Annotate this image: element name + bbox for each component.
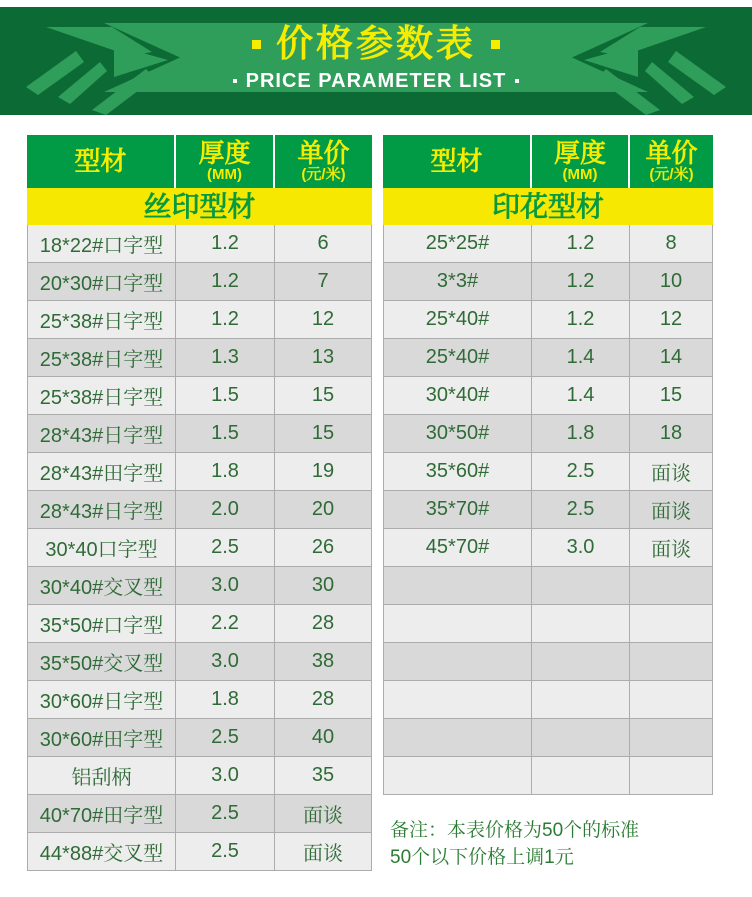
table-cell: 6: [275, 225, 372, 263]
table-cell: 25*25#: [383, 225, 532, 263]
table-row: [27, 681, 372, 719]
table-cell: 25*40#: [383, 339, 532, 377]
table-cell: 20*30#口字型: [27, 263, 176, 301]
table-row: [383, 567, 713, 605]
table-cell: 2.2: [176, 605, 275, 643]
note-line-1: 备注：本表价格为50个的标准: [390, 820, 640, 841]
table-cell: 2.5: [532, 453, 630, 491]
table-row: [383, 339, 713, 377]
page-subtitle: PRICE PARAMETER LIST: [245, 70, 507, 92]
table-cell: 35*60#: [383, 453, 532, 491]
table-row: [27, 605, 372, 643]
table-cell: 28*43#日字型: [27, 415, 176, 453]
page-title: 价格参数表: [276, 23, 476, 64]
table-header-row: [27, 135, 372, 188]
table-cell: 15: [630, 377, 713, 415]
table-cell: 13: [275, 339, 372, 377]
column-header: 单价 (元/米): [630, 135, 713, 188]
footer-note: [390, 817, 639, 871]
table-cell: 面谈: [275, 795, 372, 833]
table-cell: [630, 605, 713, 643]
section-title: 丝印型材: [27, 188, 372, 225]
table-cell: 28*43#田字型: [27, 453, 176, 491]
table-cell: [532, 643, 630, 681]
table-row: [27, 301, 372, 339]
table-row: [27, 757, 372, 795]
subtitle-dot-left-icon: [233, 79, 237, 83]
banner-text: [0, 7, 752, 115]
table-row: [383, 643, 713, 681]
section-title: 印花型材: [383, 188, 713, 225]
table-row: [27, 339, 372, 377]
table-row: [383, 757, 713, 795]
column-header: 厚度 (MM): [532, 135, 630, 188]
table-cell: 35*70#: [383, 491, 532, 529]
table-cell: 3.0: [176, 757, 275, 795]
table-cell: 1.4: [532, 339, 630, 377]
table-cell: 30*50#: [383, 415, 532, 453]
table-cell: 1.2: [176, 225, 275, 263]
table-row: [27, 719, 372, 757]
table-cell: 20: [275, 491, 372, 529]
table-cell: 1.2: [532, 301, 630, 339]
table-cell: 3*3#: [383, 263, 532, 301]
table-cell: 12: [630, 301, 713, 339]
banner-title-row: [0, 24, 752, 64]
table-cell: [630, 719, 713, 757]
table-cell: 25*38#日字型: [27, 301, 176, 339]
table-cell: [532, 605, 630, 643]
table-cell: [383, 681, 532, 719]
table-cell: 1.2: [176, 263, 275, 301]
title-dot-right-icon: [491, 40, 500, 49]
column-header: 型材: [27, 135, 176, 188]
table-row: [383, 377, 713, 415]
table-cell: 25*40#: [383, 301, 532, 339]
table-cell: 3.0: [176, 567, 275, 605]
table-cell: 30*40#: [383, 377, 532, 415]
table-cell: [532, 567, 630, 605]
table-cell: 30*40口字型: [27, 529, 176, 567]
table-row: [383, 263, 713, 301]
table-cell: 1.8: [176, 453, 275, 491]
table-row: [27, 377, 372, 415]
table-cell: 30*40#交叉型: [27, 567, 176, 605]
table-row: [27, 415, 372, 453]
table-cell: [383, 643, 532, 681]
table-cell: 35: [275, 757, 372, 795]
table-cell: 面谈: [630, 491, 713, 529]
table-row: [383, 605, 713, 643]
table-cell: 1.5: [176, 377, 275, 415]
table-cell: 铝刮柄: [27, 757, 176, 795]
table-row: [27, 643, 372, 681]
table-cell: 1.3: [176, 339, 275, 377]
table-cell: 25*38#日字型: [27, 339, 176, 377]
table-cell: 15: [275, 415, 372, 453]
table-cell: [630, 567, 713, 605]
table-cell: 18: [630, 415, 713, 453]
table-row: [383, 453, 713, 491]
table-cell: 30: [275, 567, 372, 605]
price-table-stamped: [383, 135, 709, 795]
table-cell: 1.2: [176, 301, 275, 339]
table-cell: 40: [275, 719, 372, 757]
banner-subtitle-row: [0, 69, 752, 93]
table-cell: 面谈: [630, 453, 713, 491]
table-row: [27, 833, 372, 871]
banner: [0, 7, 752, 115]
table-cell: 28*43#日字型: [27, 491, 176, 529]
table-cell: 1.8: [532, 415, 630, 453]
table-cell: 1.5: [176, 415, 275, 453]
table-cell: 2.5: [176, 795, 275, 833]
table-cell: 26: [275, 529, 372, 567]
table-row: [27, 795, 372, 833]
table-cell: 15: [275, 377, 372, 415]
table-cell: 45*70#: [383, 529, 532, 567]
table-row: [383, 301, 713, 339]
table-row: [383, 225, 713, 263]
table-cell: [532, 757, 630, 795]
table-cell: [383, 719, 532, 757]
table-cell: [532, 681, 630, 719]
table-row: [27, 453, 372, 491]
table-cell: 2.5: [532, 491, 630, 529]
table-cell: 2.5: [176, 529, 275, 567]
table-cell: 40*70#田字型: [27, 795, 176, 833]
table-cell: 12: [275, 301, 372, 339]
table-row: [27, 529, 372, 567]
table-cell: 19: [275, 453, 372, 491]
table-cell: 44*88#交叉型: [27, 833, 176, 871]
table-row: [27, 567, 372, 605]
table-cell: [630, 757, 713, 795]
table-cell: 3.0: [176, 643, 275, 681]
table-cell: 7: [275, 263, 372, 301]
table-row: [383, 529, 713, 567]
price-table-silkscreen: [27, 135, 368, 871]
table-cell: 30*60#田字型: [27, 719, 176, 757]
section-title-row: [27, 188, 372, 225]
section-title-row: [383, 188, 713, 225]
table-row: [383, 491, 713, 529]
table-cell: 35*50#口字型: [27, 605, 176, 643]
column-header: 型材: [383, 135, 532, 188]
table-cell: 30*60#日字型: [27, 681, 176, 719]
column-header: 厚度 (MM): [176, 135, 275, 188]
table-row: [27, 491, 372, 529]
table-cell: 14: [630, 339, 713, 377]
table-cell: [383, 567, 532, 605]
table-cell: 8: [630, 225, 713, 263]
table-cell: 面谈: [275, 833, 372, 871]
table-row: [383, 719, 713, 757]
table-cell: 1.2: [532, 263, 630, 301]
table-cell: 25*38#日字型: [27, 377, 176, 415]
note-line-2: 50个以下价格上调1元: [390, 847, 574, 868]
table-row: [27, 225, 372, 263]
table-cell: 2.5: [176, 719, 275, 757]
table-cell: [630, 681, 713, 719]
title-dot-left-icon: [252, 40, 261, 49]
table-cell: 28: [275, 605, 372, 643]
table-row: [383, 415, 713, 453]
table-cell: 1.8: [176, 681, 275, 719]
table-cell: [630, 643, 713, 681]
table-cell: 28: [275, 681, 372, 719]
table-cell: 35*50#交叉型: [27, 643, 176, 681]
subtitle-dot-right-icon: [515, 79, 519, 83]
table-header-row: [383, 135, 713, 188]
table-cell: 2.0: [176, 491, 275, 529]
column-header: 单价 (元/米): [275, 135, 372, 188]
table-cell: 38: [275, 643, 372, 681]
table-cell: 3.0: [532, 529, 630, 567]
table-row: [27, 263, 372, 301]
table-cell: 面谈: [630, 529, 713, 567]
table-cell: 2.5: [176, 833, 275, 871]
table-row: [383, 681, 713, 719]
table-cell: [532, 719, 630, 757]
table-cell: 10: [630, 263, 713, 301]
table-cell: 1.4: [532, 377, 630, 415]
table-cell: 1.2: [532, 225, 630, 263]
table-cell: 18*22#口字型: [27, 225, 176, 263]
table-cell: [383, 605, 532, 643]
table-cell: [383, 757, 532, 795]
